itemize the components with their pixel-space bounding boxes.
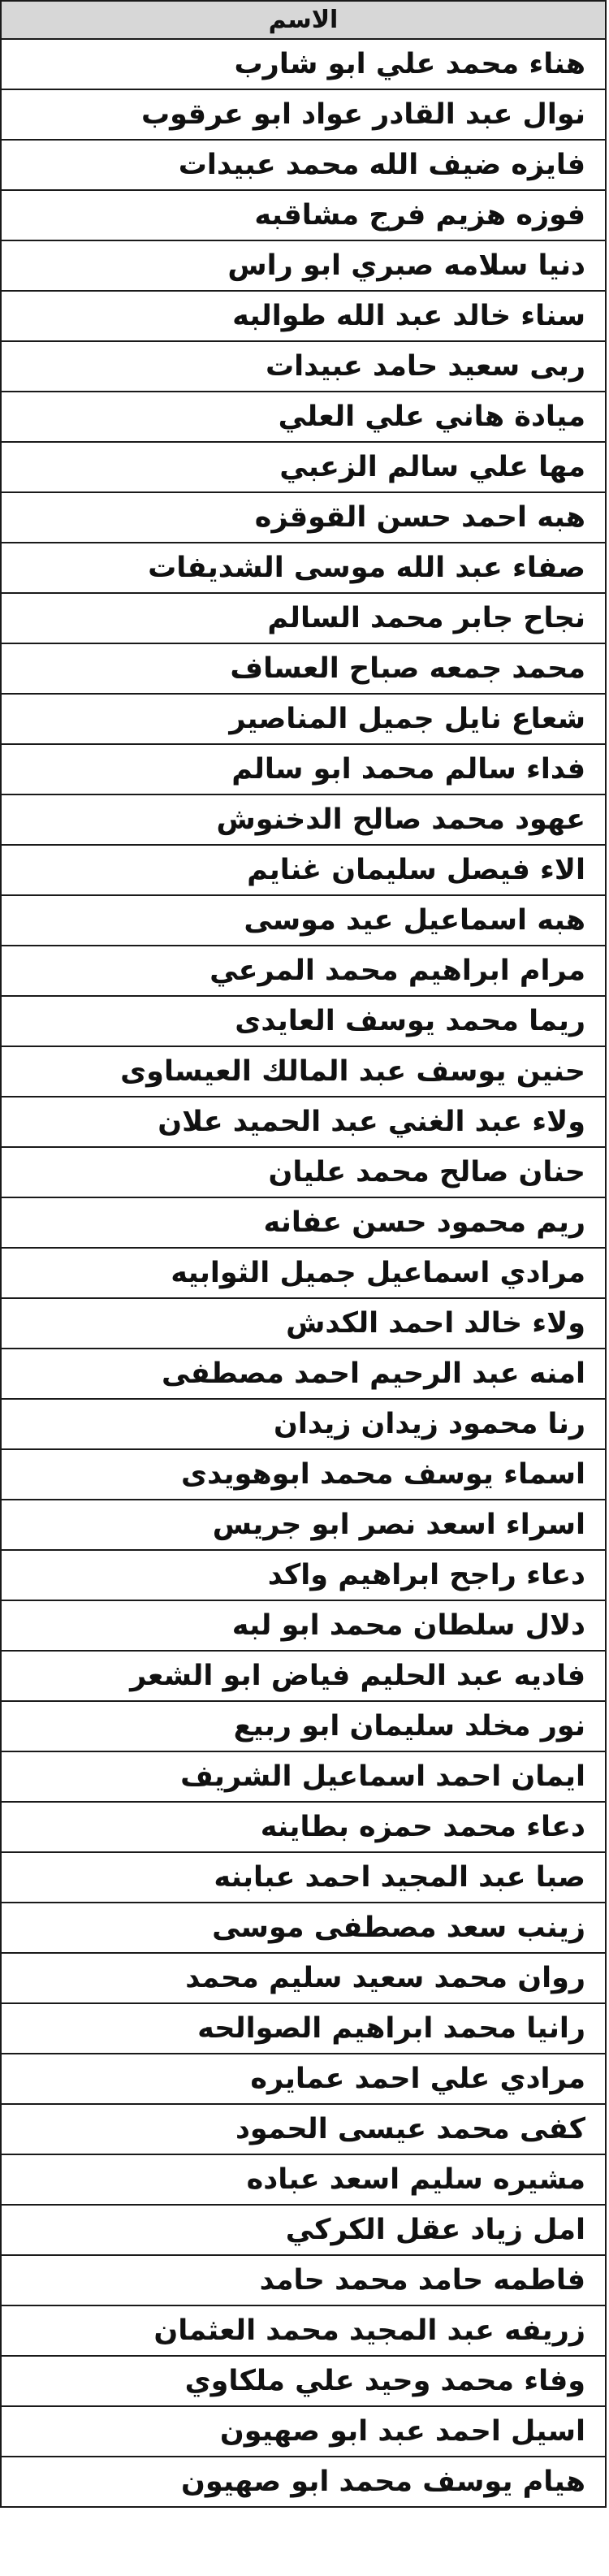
table-row	[1, 895, 606, 946]
table-row	[1, 643, 606, 694]
table-row	[1, 794, 606, 845]
name-cell: هبه اسماعيل عيد موسى	[1, 895, 606, 946]
table-row	[1, 694, 606, 744]
name-cell: هبه احمد حسن القوقزه	[1, 492, 606, 543]
name-cell: عهود محمد صالح الدخنوش	[1, 794, 606, 845]
name-cell: الاء فيصل سليمان غنايم	[1, 845, 606, 895]
name-cell: ايمان احمد اسماعيل الشريف	[1, 1751, 606, 1802]
table-row	[1, 1147, 606, 1197]
table-row	[1, 392, 606, 442]
table-row	[1, 140, 606, 190]
name-cell: نور مخلد سليمان ابو ربيع	[1, 1701, 606, 1751]
name-cell: فوزه هزيم فرج مشاقبه	[1, 190, 606, 240]
table-row	[1, 1903, 606, 1953]
table-row	[1, 442, 606, 492]
name-cell: مها علي سالم الزعبي	[1, 442, 606, 492]
table-row	[1, 2305, 606, 2356]
name-cell: فايزه ضيف الله محمد عبيدات	[1, 140, 606, 190]
table-row	[1, 543, 606, 593]
table-row	[1, 1197, 606, 1248]
name-cell: رانيا محمد ابراهيم الصوالحه	[1, 2003, 606, 2054]
table-row	[1, 1953, 606, 2003]
name-cell: محمد جمعه صباح العساف	[1, 643, 606, 694]
name-cell: فداء سالم محمد ابو سالم	[1, 744, 606, 794]
table-row	[1, 1751, 606, 1802]
table-row	[1, 2104, 606, 2154]
name-cell: دلال سلطان محمد ابو لبه	[1, 1600, 606, 1651]
name-cell: مرام ابراهيم محمد المرعي	[1, 946, 606, 996]
table-row	[1, 1651, 606, 1701]
name-cell: صبا عبد المجيد احمد عبابنه	[1, 1852, 606, 1903]
name-cell: كفى محمد عيسى الحمود	[1, 2104, 606, 2154]
table-row	[1, 1399, 606, 1449]
table-row	[1, 1500, 606, 1550]
table-row	[1, 1802, 606, 1852]
table-row	[1, 2457, 606, 2507]
name-cell: ربى سعيد حامد عبيدات	[1, 341, 606, 392]
name-column-header: الاسم	[1, 1, 606, 39]
table-row	[1, 1097, 606, 1147]
name-cell: زريفه عبد المجيد محمد العثمان	[1, 2305, 606, 2356]
name-cell: صفاء عبد الله موسى الشديفات	[1, 543, 606, 593]
table-row	[1, 341, 606, 392]
name-cell: ريم محمود حسن عفانه	[1, 1197, 606, 1248]
table-row	[1, 2003, 606, 2054]
table-row	[1, 1248, 606, 1298]
name-cell: نجاح جابر محمد السالم	[1, 593, 606, 643]
name-cell: وفاء محمد وحيد علي ملكاوي	[1, 2356, 606, 2406]
name-cell: مرادي علي احمد عمايره	[1, 2054, 606, 2104]
name-cell: سناء خالد عبد الله طوالبه	[1, 291, 606, 341]
table-row	[1, 996, 606, 1046]
name-cell: ولاء خالد احمد الكدش	[1, 1298, 606, 1349]
table-row	[1, 190, 606, 240]
names-table-body	[1, 39, 606, 2507]
name-cell: رنا محمود زيدان زيدان	[1, 1399, 606, 1449]
name-cell: ميادة هاني علي العلي	[1, 392, 606, 442]
name-cell: اسراء اسعد نصر ابو جريس	[1, 1500, 606, 1550]
name-cell: مشيره سليم اسعد عباده	[1, 2154, 606, 2205]
name-cell: امل زياد عقل الكركي	[1, 2205, 606, 2255]
table-row	[1, 744, 606, 794]
name-cell: اسماء يوسف محمد ابوهويدى	[1, 1449, 606, 1500]
name-cell: دعاء محمد حمزه بطاينه	[1, 1802, 606, 1852]
name-cell: فاديه عبد الحليم فياض ابو الشعر	[1, 1651, 606, 1701]
table-row	[1, 240, 606, 291]
name-cell: هيام يوسف محمد ابو صهيون	[1, 2457, 606, 2507]
table-row	[1, 2205, 606, 2255]
table-row	[1, 845, 606, 895]
name-cell: ولاء عبد الغني عبد الحميد علان	[1, 1097, 606, 1147]
table-row	[1, 89, 606, 140]
name-cell: ريما محمد يوسف العايدى	[1, 996, 606, 1046]
table-row	[1, 1046, 606, 1097]
table-row	[1, 2356, 606, 2406]
name-cell: مرادي اسماعيل جميل الثوابيه	[1, 1248, 606, 1298]
header-row	[1, 1, 606, 39]
name-cell: زينب سعد مصطفى موسى	[1, 1903, 606, 1953]
name-cell: هناء محمد علي ابو شارب	[1, 39, 606, 89]
table-row	[1, 291, 606, 341]
table-row	[1, 1852, 606, 1903]
name-cell: حنين يوسف عبد المالك العيساوى	[1, 1046, 606, 1097]
name-cell: دنيا سلامه صبري ابو راس	[1, 240, 606, 291]
table-row	[1, 946, 606, 996]
table-row	[1, 1298, 606, 1349]
table-row	[1, 593, 606, 643]
table-row	[1, 2255, 606, 2305]
table-row	[1, 1349, 606, 1399]
name-cell: روان محمد سعيد سليم محمد	[1, 1953, 606, 2003]
table-row	[1, 1550, 606, 1600]
table-row	[1, 1600, 606, 1651]
name-cell: امنه عبد الرحيم احمد مصطفى	[1, 1349, 606, 1399]
table-row	[1, 2154, 606, 2205]
table-row	[1, 1701, 606, 1751]
name-cell: نوال عبد القادر عواد ابو عرقوب	[1, 89, 606, 140]
name-cell: فاطمه حامد محمد حامد	[1, 2255, 606, 2305]
name-cell: شعاع نايل جميل المناصير	[1, 694, 606, 744]
table-row	[1, 2406, 606, 2457]
name-cell: دعاء راجح ابراهيم واكد	[1, 1550, 606, 1600]
table-row	[1, 39, 606, 89]
table-row	[1, 1449, 606, 1500]
name-cell: حنان صالح محمد عليان	[1, 1147, 606, 1197]
name-cell: اسيل احمد عبد ابو صهيون	[1, 2406, 606, 2457]
table-row	[1, 492, 606, 543]
table-row	[1, 2054, 606, 2104]
